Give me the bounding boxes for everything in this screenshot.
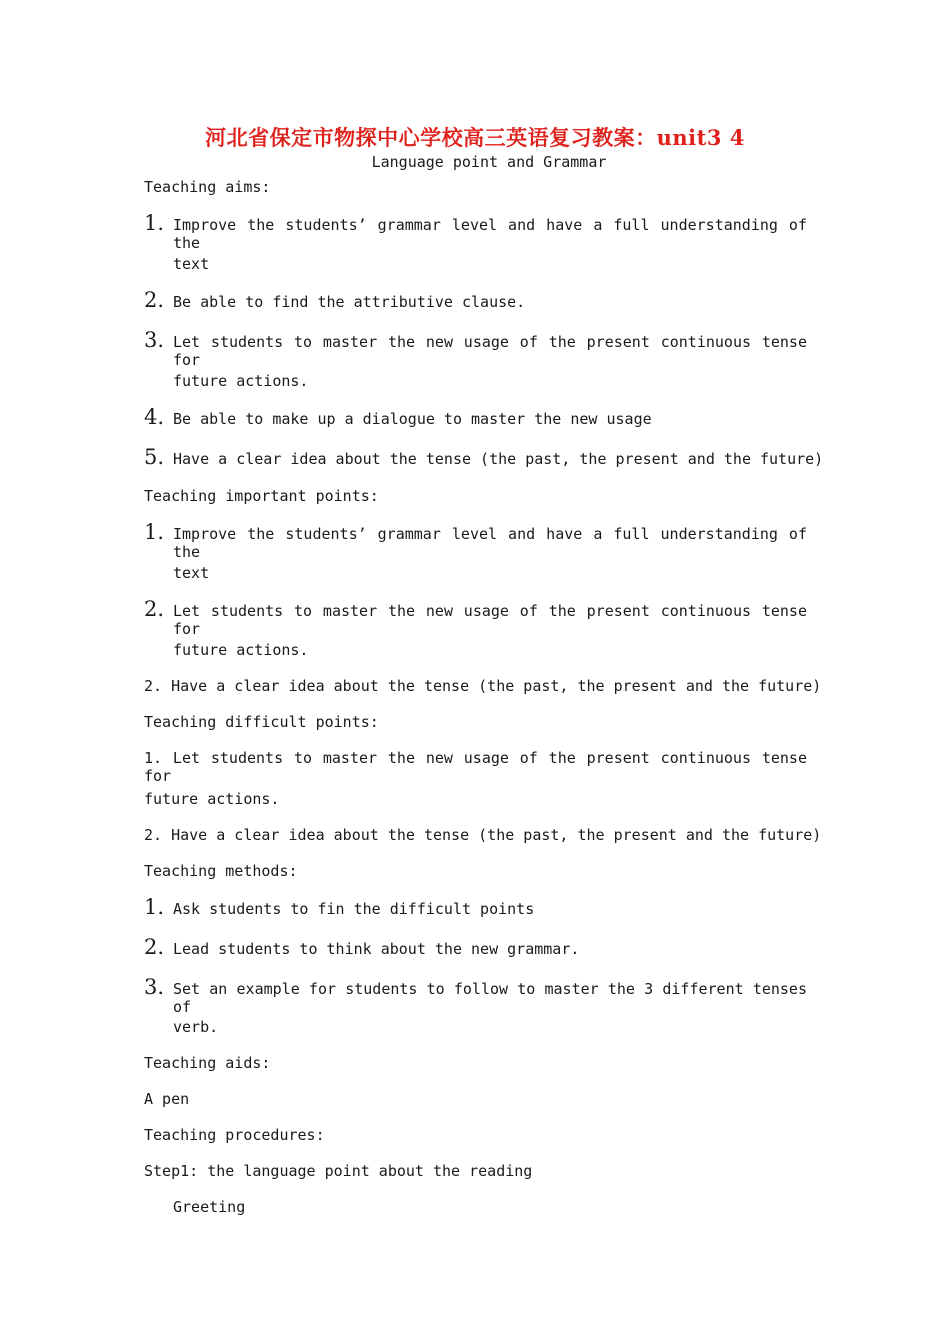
methods-item-3-number: 3. [144, 975, 165, 999]
aims-item-3-text: Let students to master the new usage of the present continuous tense for [173, 333, 807, 369]
difficult-heading: Teaching difficult points: [144, 713, 379, 731]
aims-item-1-number: 1. [144, 211, 165, 235]
document-subtitle: Language point and Grammar [371, 153, 607, 171]
aids-heading: Teaching aids: [144, 1054, 271, 1072]
methods-item-3-text: Set an example for students to follow to master the 3 different tenses of [173, 980, 807, 1016]
methods-item-1-text: Ask students to fin the difficult points [173, 900, 535, 918]
difficult-item-1-text: 1. Let students to master the new usage of the present continuous tense for [144, 749, 807, 785]
aims-item-1-continuation: text [173, 255, 210, 273]
aims-item-4-number: 4. [144, 405, 165, 429]
important-item-1-text: Improve the students’ grammar level and have a full understanding of the [173, 525, 807, 561]
difficult-item-1-continuation: future actions. [144, 790, 280, 808]
aims-heading: Teaching aims: [144, 178, 271, 196]
important-item-3-text: 2. Have a clear idea about the tense (the past, the present and the future) [144, 677, 822, 695]
procedures-step1: Step1: the language point about the reading [144, 1162, 533, 1180]
methods-heading: Teaching methods: [144, 862, 298, 880]
important-item-2-text: Let students to master the new usage of the present continuous tense for [173, 602, 807, 638]
important-heading: Teaching important points: [144, 487, 379, 505]
aims-item-2-number: 2. [144, 288, 165, 312]
methods-item-2-text: Lead students to think about the new grammar. [173, 940, 580, 958]
methods-item-2-number: 2. [144, 935, 165, 959]
important-item-1-continuation: text [173, 564, 210, 582]
aims-item-1-text: Improve the students’ grammar level and have a full understanding of the [173, 216, 807, 252]
important-item-2-number: 2. [144, 597, 165, 621]
methods-item-3-continuation: verb. [173, 1018, 219, 1036]
procedures-heading: Teaching procedures: [144, 1126, 325, 1144]
document-title: 河北省保定市物探中心学校高三英语复习教案：unit3 4 [205, 125, 745, 150]
aims-item-5-number: 5. [144, 445, 165, 469]
important-item-2-continuation: future actions. [173, 641, 309, 659]
aids-text: A pen [144, 1090, 190, 1108]
aims-item-2-text: Be able to find the attributive clause. [173, 293, 526, 311]
aims-item-5-text: Have a clear idea about the tense (the past, the present and the future) [173, 450, 824, 468]
aims-item-3-number: 3. [144, 328, 165, 352]
aims-item-3-continuation: future actions. [173, 372, 309, 390]
important-item-1-number: 1. [144, 520, 165, 544]
procedures-greeting: Greeting [173, 1198, 246, 1216]
aims-item-4-text: Be able to make up a dialogue to master the new usage [173, 410, 652, 428]
methods-item-1-number: 1. [144, 895, 165, 919]
difficult-item-2-text: 2. Have a clear idea about the tense (the past, the present and the future) [144, 826, 822, 844]
